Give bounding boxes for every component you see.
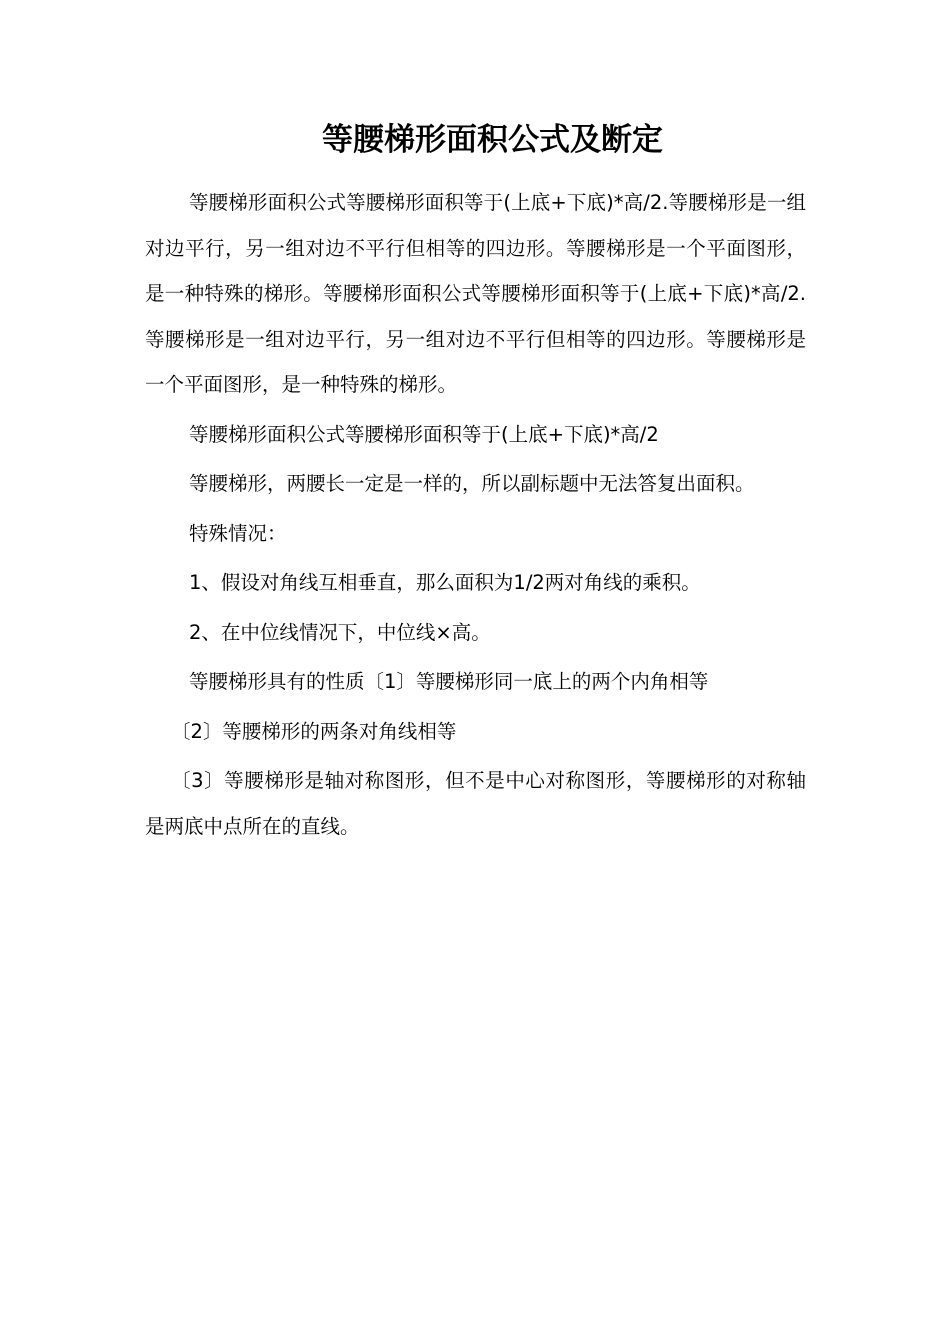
paragraph-property-1: 等腰梯形具有的性质〔1〕等腰梯形同一底上的两个内角相等 — [189, 670, 709, 693]
document-title: 等腰梯形面积公式及断定 — [322, 122, 663, 158]
paragraph-legs-equal: 等腰梯形，两腰长一定是一样的，所以副标题中无法答复出面积。 — [189, 472, 755, 495]
paragraph-special-case-1: 1、假设对角线互相垂直，那么面积为1/2两对角线的乘积。 — [189, 571, 701, 594]
document-body — [145, 180, 806, 853]
paragraph-property-3: 〔3〕等腰梯形是轴对称图形，但不是中心对称图形，等腰梯形的对称轴是两底中点所在的直线。 — [145, 769, 806, 838]
paragraph-formula-definition: 等腰梯形面积公式等腰梯形面积等于(上底+下底)*高/2.等腰梯形是一组对边平行，另一组对边不平行但相等的四边形。等腰梯形是一个平面图形，是一种特殊的梯形。等腰梯形面积公式等腰梯形面积等于(上底+下底)*高/2.等腰梯形是一组对边平行，另一组对边不平行但相等的四边形。等腰梯形是一个平面图形，是一种特殊的梯形。 — [145, 191, 806, 396]
paragraph-formula: 等腰梯形面积公式等腰梯形面积等于(上底+下底)*高/2 — [189, 422, 659, 446]
paragraph-property-2: 〔2〕等腰梯形的两条对角线相等 — [171, 719, 457, 743]
paragraph-special-cases-heading: 特殊情况： — [189, 521, 287, 545]
paragraph-special-case-2: 2、在中位线情况下，中位线×高。 — [189, 620, 491, 644]
